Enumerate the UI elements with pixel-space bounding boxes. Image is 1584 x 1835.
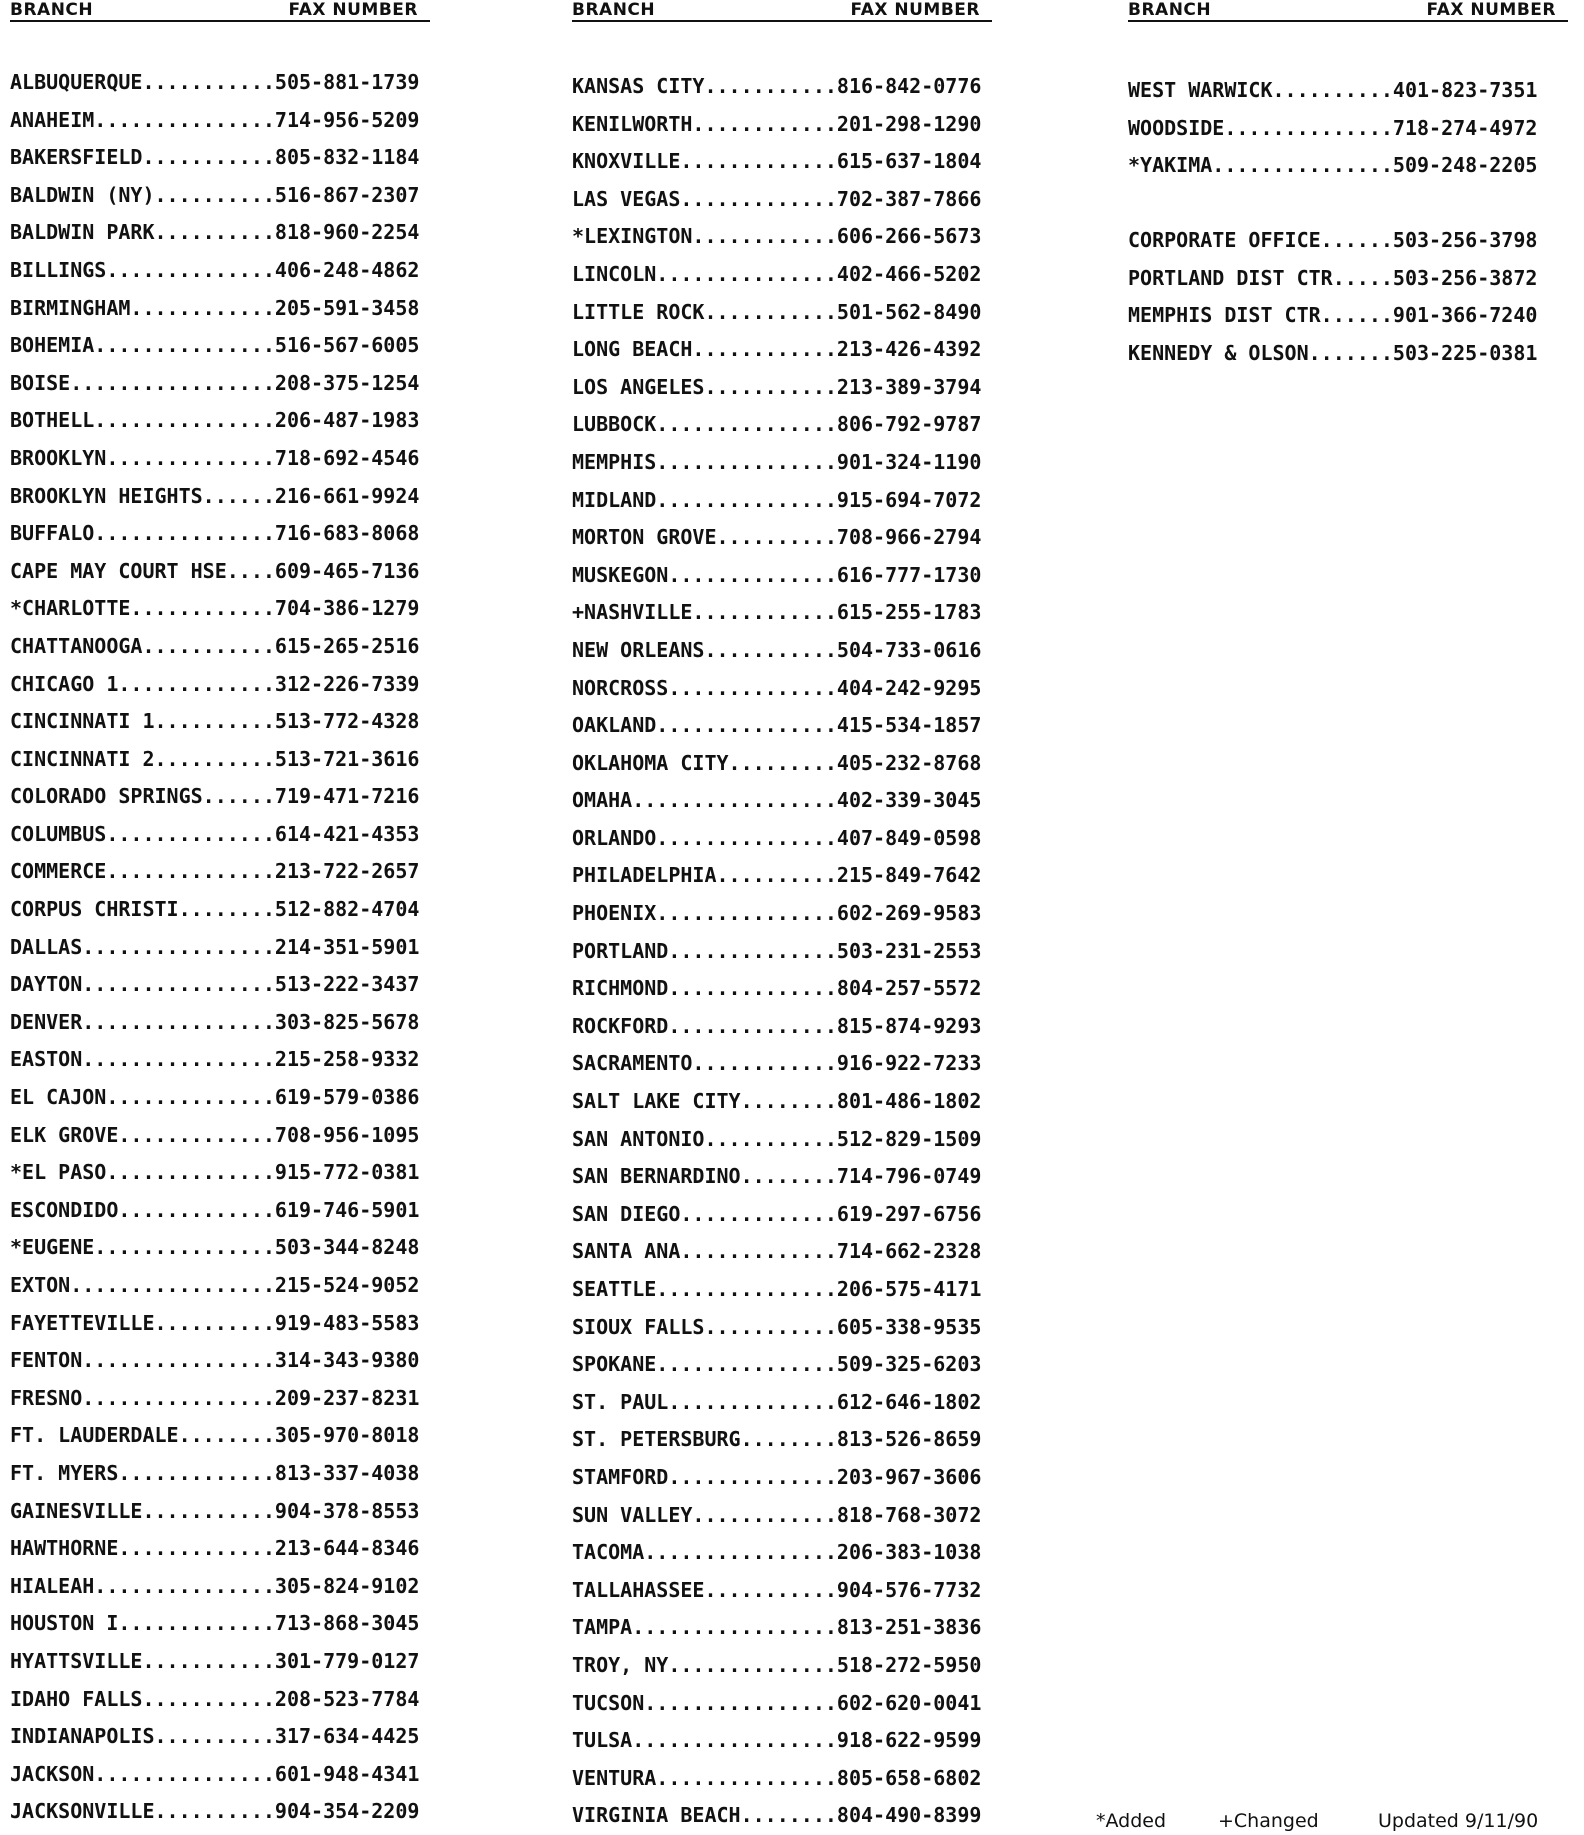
- list-item: FRESNO................209-237-8231: [10, 1385, 420, 1410]
- list-item: ST. PETERSBURG........813-526-8659: [572, 1427, 982, 1452]
- list-item: COLORADO SPRINGS......719-471-7216: [10, 784, 420, 809]
- list-item: HIALEAH...............305-824-9102: [10, 1573, 420, 1598]
- list-item: BOTHELL...............206-487-1983: [10, 408, 420, 433]
- list-item: SUN VALLEY............818-768-3072: [572, 1502, 982, 1527]
- list-item: PORTLAND DIST CTR.....503-256-3872: [1128, 265, 1538, 290]
- list-item: COMMERCE..............213-722-2657: [10, 859, 420, 884]
- list-item: ANAHEIM...............714-956-5209: [10, 107, 420, 132]
- list-item: LINCOLN...............402-466-5202: [572, 261, 982, 286]
- list-item: TULSA.................918-622-9599: [572, 1728, 982, 1753]
- list-item: HAWTHORNE.............213-644-8346: [10, 1536, 420, 1561]
- branch-header: BRANCH: [572, 0, 656, 20]
- list-item: LUBBOCK...............806-792-9787: [572, 412, 982, 437]
- list-item: SANTA ANA.............714-662-2328: [572, 1239, 982, 1264]
- list-item: FENTON................314-343-9380: [10, 1348, 420, 1373]
- list-item: *CHARLOTTE............704-386-1279: [10, 596, 420, 621]
- list-item: BUFFALO...............716-683-8068: [10, 521, 420, 546]
- list-item: LAS VEGAS.............702-387-7866: [572, 186, 982, 211]
- list-item: FT. MYERS.............813-337-4038: [10, 1460, 420, 1485]
- fax-number-header: FAX NUMBER: [1426, 0, 1556, 20]
- list-item: LITTLE ROCK...........501-562-8490: [572, 299, 982, 324]
- list-item: CORPUS CHRISTI........512-882-4704: [10, 897, 420, 922]
- list-item: GAINESVILLE...........904-378-8553: [10, 1498, 420, 1523]
- branch-header: BRANCH: [10, 0, 94, 20]
- branch-list: [1128, 72, 1537, 185]
- list-item: PORTLAND..............503-231-2553: [572, 938, 982, 963]
- column-3: [1128, 0, 1568, 365]
- list-item: *EUGENE...............503-344-8248: [10, 1235, 420, 1260]
- list-item: KANSAS CITY...........816-842-0776: [572, 74, 982, 98]
- list-item: BIRMINGHAM............205-591-3458: [10, 295, 420, 320]
- list-item: *LEXINGTON............606-266-5673: [572, 224, 982, 249]
- list-item: RICHMOND..............804-257-5572: [572, 976, 982, 1001]
- column-header: [10, 0, 430, 22]
- list-item: *EL PASO..............915-772-0381: [10, 1160, 420, 1185]
- list-item: PHOENIX...............602-269-9583: [572, 901, 982, 926]
- list-item: TALLAHASSEE...........904-576-7732: [572, 1577, 982, 1602]
- branch-header: BRANCH: [1128, 0, 1212, 20]
- list-item: ALBUQUERQUE...........505-881-1739: [10, 70, 420, 94]
- list-item: CINCINNATI 2..........513-721-3616: [10, 746, 420, 771]
- list-item: HOUSTON I.............713-868-3045: [10, 1611, 420, 1636]
- list-item: VIRGINIA BEACH........804-490-8399: [572, 1803, 982, 1828]
- list-item: ESCONDIDO.............619-746-5901: [10, 1197, 420, 1222]
- list-item: OMAHA.................402-339-3045: [572, 788, 982, 813]
- list-item: FAYETTEVILLE..........919-483-5583: [10, 1310, 420, 1335]
- list-item: SAN ANTONIO...........512-829-1509: [572, 1126, 982, 1151]
- list-item: TAMPA.................813-251-3836: [572, 1615, 982, 1640]
- list-item: BALDWIN (NY)..........516-867-2307: [10, 182, 420, 207]
- list-item: BOHEMIA...............516-567-6005: [10, 333, 420, 358]
- list-item: *YAKIMA...............509-248-2205: [1128, 153, 1538, 178]
- list-item: DAYTON................513-222-3437: [10, 972, 420, 997]
- list-item: SEATTLE...............206-575-4171: [572, 1277, 982, 1301]
- list-item: MEMPHIS DIST CTR......901-366-7240: [1128, 303, 1538, 328]
- list-item: EXTON.................215-524-9052: [10, 1273, 420, 1297]
- list-item: CINCINNATI 1..........513-772-4328: [10, 709, 420, 734]
- list-item: SIOUX FALLS...........605-338-9535: [572, 1314, 982, 1339]
- column-header: [1128, 0, 1568, 22]
- list-item: MIDLAND...............915-694-7072: [572, 487, 982, 512]
- list-item: TUCSON................602-620-0041: [572, 1690, 982, 1715]
- list-item: CORPORATE OFFICE......503-256-3798: [1128, 228, 1538, 252]
- list-item: OAKLAND...............415-534-1857: [572, 713, 982, 738]
- list-item: SPOKANE...............509-325-6203: [572, 1352, 982, 1377]
- list-item: WEST WARWICK..........401-823-7351: [1128, 78, 1538, 102]
- list-item: BALDWIN PARK..........818-960-2254: [10, 220, 420, 245]
- list-item: SALT LAKE CITY........801-486-1802: [572, 1089, 982, 1114]
- column-1: [10, 0, 430, 1824]
- list-item: SACRAMENTO............916-922-7233: [572, 1051, 982, 1076]
- list-item: INDIANAPOLIS..........317-634-4425: [10, 1724, 420, 1749]
- list-item: BOISE.................208-375-1254: [10, 370, 420, 395]
- list-item: WOODSIDE..............718-274-4972: [1128, 115, 1538, 140]
- fax-number-header: FAX NUMBER: [850, 0, 980, 20]
- list-item: ORLANDO...............407-849-0598: [572, 825, 982, 850]
- list-item: MORTON GROVE..........708-966-2794: [572, 525, 982, 550]
- list-item: LOS ANGELES...........213-389-3794: [572, 374, 982, 399]
- updated-date: Updated 9/11/90: [1378, 1810, 1539, 1832]
- list-item: NORCROSS..............404-242-9295: [572, 675, 982, 700]
- office-list: [1128, 222, 1537, 372]
- list-item: ST. PAUL..............612-646-1802: [572, 1389, 982, 1414]
- list-item: DENVER................303-825-5678: [10, 1009, 420, 1034]
- legend-changed: +Changed: [1218, 1810, 1319, 1832]
- list-item: COLUMBUS..............614-421-4353: [10, 821, 420, 846]
- list-item: SAN BERNARDINO........714-796-0749: [572, 1164, 982, 1189]
- list-item: BROOKLYN..............718-692-4546: [10, 445, 420, 470]
- list-item: CHICAGO 1.............312-226-7339: [10, 671, 420, 696]
- list-item: NEW ORLEANS...........504-733-0616: [572, 637, 982, 662]
- list-item: KENILWORTH............201-298-1290: [572, 111, 982, 136]
- list-item: CAPE MAY COURT HSE....609-465-7136: [10, 558, 420, 583]
- list-item: ROCKFORD..............815-874-9293: [572, 1013, 982, 1038]
- list-item: KNOXVILLE.............615-637-1804: [572, 149, 982, 174]
- branch-list: [10, 64, 419, 1831]
- list-item: PHILADELPHIA..........215-849-7642: [572, 863, 982, 888]
- list-item: KENNEDY & OLSON.......503-225-0381: [1128, 340, 1538, 365]
- list-item: MEMPHIS...............901-324-1190: [572, 449, 982, 474]
- list-item: OKLAHOMA CITY.........405-232-8768: [572, 750, 982, 775]
- list-item: FT. LAUDERDALE........305-970-8018: [10, 1423, 420, 1448]
- list-item: BILLINGS..............406-248-4862: [10, 257, 420, 282]
- list-item: SAN DIEGO.............619-297-6756: [572, 1201, 982, 1226]
- list-item: BROOKLYN HEIGHTS......216-661-9924: [10, 483, 420, 508]
- column-header: [572, 0, 992, 22]
- list-item: DALLAS................214-351-5901: [10, 934, 420, 959]
- list-item: STAMFORD..............203-967-3606: [572, 1464, 982, 1489]
- list-item: IDAHO FALLS...........208-523-7784: [10, 1686, 420, 1711]
- list-item: ELK GROVE.............708-956-1095: [10, 1122, 420, 1147]
- list-item: VENTURA...............805-658-6802: [572, 1765, 982, 1790]
- branch-list: [572, 68, 981, 1835]
- list-item: EL CAJON..............619-579-0386: [10, 1085, 420, 1110]
- list-item: LONG BEACH............213-426-4392: [572, 337, 982, 362]
- list-item: TROY, NY..............518-272-5950: [572, 1652, 982, 1677]
- list-item: EASTON................215-258-9332: [10, 1047, 420, 1072]
- list-item: TACOMA................206-383-1038: [572, 1540, 982, 1565]
- list-item: JACKSON...............601-948-4341: [10, 1761, 420, 1786]
- list-item: MUSKEGON..............616-777-1730: [572, 562, 982, 587]
- list-item: HYATTSVILLE...........301-779-0127: [10, 1648, 420, 1673]
- legend-added: *Added: [1096, 1810, 1167, 1832]
- list-item: CHATTANOOGA...........615-265-2516: [10, 633, 420, 658]
- column-2: [572, 0, 992, 1828]
- fax-number-header: FAX NUMBER: [288, 0, 418, 20]
- list-item: +NASHVILLE............615-255-1783: [572, 600, 982, 625]
- list-item: JACKSONVILLE..........904-354-2209: [10, 1799, 420, 1824]
- list-item: BAKERSFIELD...........805-832-1184: [10, 145, 420, 170]
